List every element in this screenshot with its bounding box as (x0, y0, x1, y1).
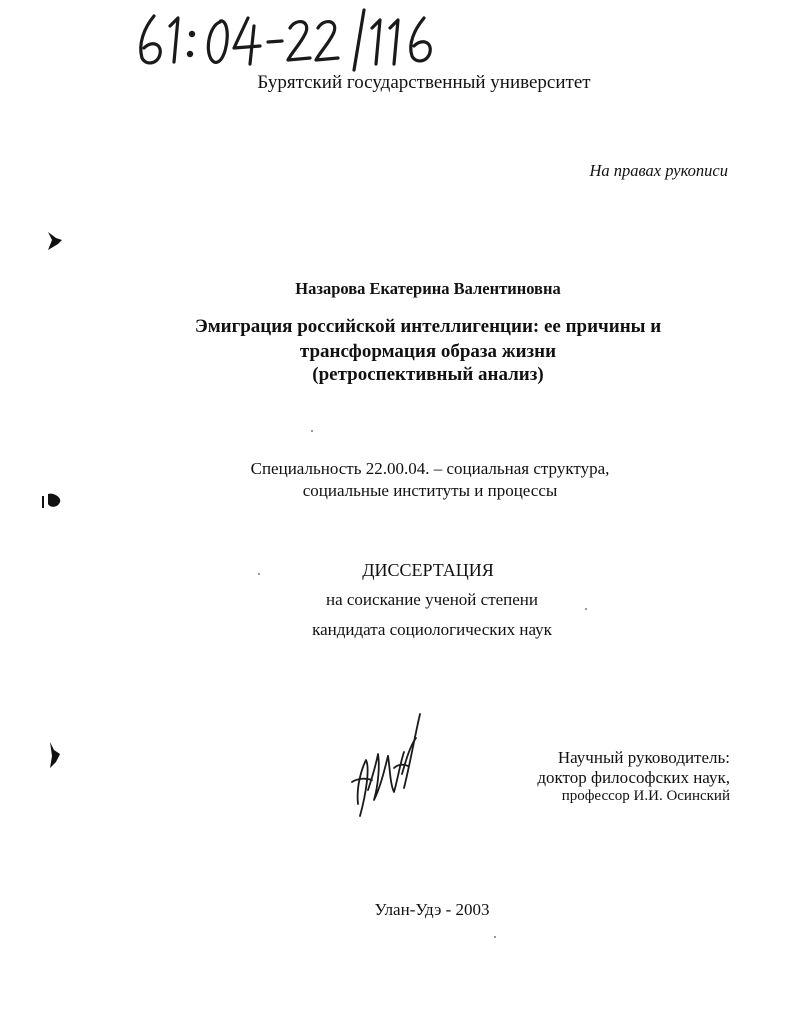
dissertation-line: на соискание ученой степени (325, 590, 539, 609)
signature (344, 708, 428, 824)
author-name: Назарова Екатерина Валентиновна (295, 279, 561, 298)
specialty-line: Специальность 22.00.04. – социальная структура, (250, 459, 610, 478)
thesis-title-line: Эмиграция российской интеллигенции: ее причины и (194, 316, 662, 337)
city-year: Улан-Удэ - 2003 (374, 900, 490, 919)
scan-speck (258, 573, 260, 575)
scan-speck (494, 936, 496, 938)
handwritten-archive-code (132, 4, 452, 74)
supervisor-name: профессор И.И. Осинский (561, 788, 730, 804)
scan-speck (311, 430, 313, 432)
dissertation-line: кандидата социологических наук (312, 620, 552, 639)
thesis-title-line: (ретроспективный анализ) (312, 364, 544, 385)
scan-speck (585, 608, 587, 610)
supervisor-label: Научный руководитель: (557, 748, 730, 767)
manuscript-rights-note: На правах рукописи (589, 161, 728, 180)
specialty-line: социальные институты и процессы (302, 481, 558, 500)
university-name: Бурятский государственный университет (257, 72, 591, 93)
scan-mark (44, 740, 64, 770)
dissertation-heading: ДИССЕРТАЦИЯ (362, 560, 494, 580)
supervisor-degree: доктор философских наук, (537, 768, 730, 787)
thesis-title-line: трансформация образа жизни (299, 341, 557, 362)
scan-mark (44, 230, 64, 252)
